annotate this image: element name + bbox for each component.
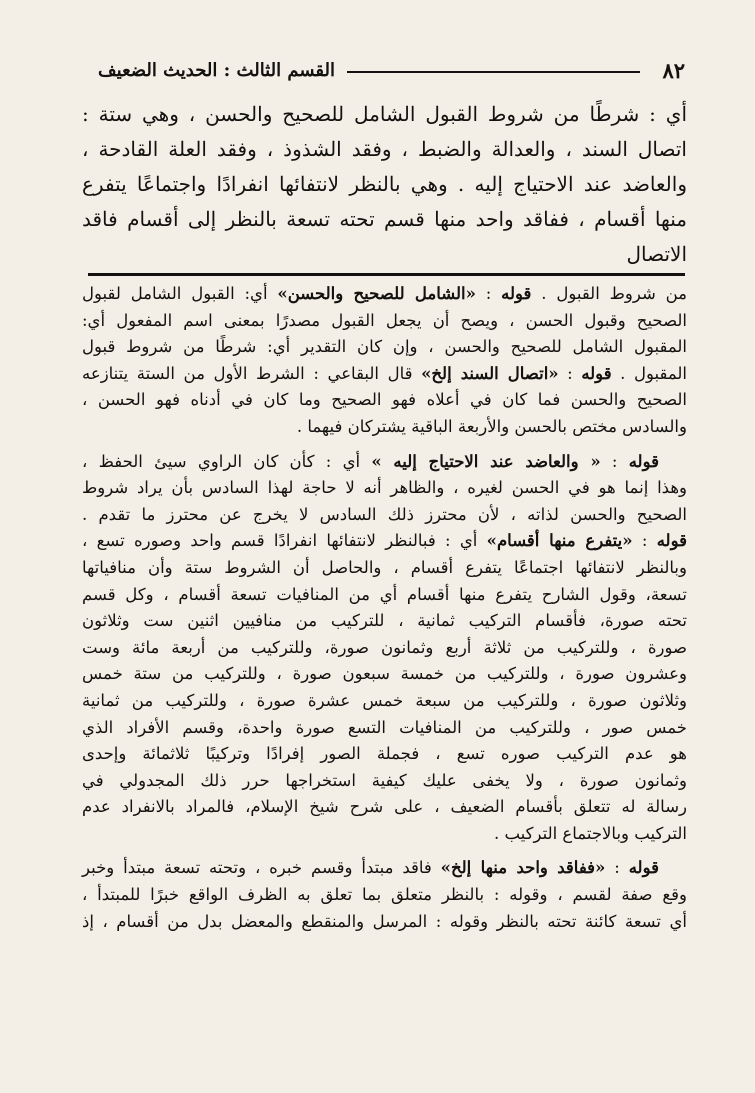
footnote-line: صورة ، وللتركيب من ثلاثة أربع وثمانون صورة، وللتركيب من أربعة مائة وست: [82, 637, 687, 657]
main-line: اتصال السند ، والعدالة والضبط ، وفقد الشذوذ ، وفقد العلة القادحة ،: [82, 137, 687, 161]
footnote-line: التركيب وبالاجتماع التركيب .: [493, 823, 687, 843]
footnote-line: تحته صورة، فأقسام التركيب ثمانية ، للتركيب من منافيين اثنين ست وثلاثون: [82, 611, 687, 631]
footnote-block: [82, 281, 687, 441]
main-line: والعاضد عند الاحتياج إليه . وهي بالنظر لانتفائها انفرادًا واجتماعًا يتفرع: [82, 172, 687, 196]
text-span: أي : كأن كان الراوي سيئ الحفظ ،: [82, 451, 372, 471]
footnote-line: الصحيح وقبول الحسن ، ويصح أن يجعل القبول مصدرًا بمعنى اسم المفعول أي:: [82, 310, 687, 330]
text-span: من شروط القبول .: [531, 284, 687, 303]
footnote-line: والسادس مختص بالحسن والأربعة الباقية يشتركان فيهما .: [296, 416, 687, 436]
page-number: ٨٢: [662, 58, 685, 83]
text-span: :: [605, 858, 629, 878]
quoted-phrase: «اتصال السند إلخ»: [421, 363, 559, 383]
footnote-line: الصحيح والحسن فما كان في أعلاه فهو الصحيح وما كان في أدناه فهو الحسن ،: [82, 390, 687, 410]
text-span: قال البقاعي : الشرط الأول من الستة يتنازعه: [82, 363, 422, 383]
footnote-line: وبالنظر لانتفائها اجتماعًا يتفرع أقسام ، والحاصل أن الشروط ستة وأن منافياتها: [82, 557, 687, 577]
footnote-line: الصحيح والحسن لذاته ، لأن محترز ذلك السادس لا يخرج عن محترز ما تقدم .: [82, 504, 687, 524]
footnote-line: وثلاثون صورة ، وللتركيب من سبعة خمس عشرة صورة ، وللتركيب من ثمانية: [82, 690, 687, 710]
footnote-line: خمس صور ، وللتركيب من المنافيات التسع صورة واحدة، وقسم الأفراد الذي: [82, 717, 687, 737]
footnotes: [82, 281, 687, 943]
keyword: قوله: [628, 858, 659, 878]
quoted-phrase: «يتفرع منها أقسام»: [486, 531, 633, 551]
keyword: قوله: [501, 284, 532, 303]
keyword: قوله: [628, 451, 659, 471]
footnote-line: وعشرون صورة ، وللتركيب من خمسة سبعون صورة ، وللتركيب من ستة خمس: [82, 664, 687, 684]
footnote-line: [82, 855, 687, 882]
text-span: :: [632, 531, 657, 551]
page-header: [85, 58, 685, 84]
footnote-line: أي تسعة كائنة تحته بالنظر وقوله : المرسل والمنقطع والمعضل بدل من أقسام ، إذ: [82, 911, 687, 931]
text-span: أي: القبول الشامل لقبول: [82, 284, 278, 303]
footnote-block: [82, 855, 687, 935]
quoted-phrase: «الشامل للصحيح والحسن»: [277, 284, 476, 303]
footnote-line: [82, 361, 687, 388]
text-span: :: [475, 284, 502, 303]
footnote-line: وثمانون صورة ، ولا يخفى عليك كيفية استخراجها حرر ذلك المجدولي في: [82, 770, 687, 790]
main-line: منها أقسام ، ففاقد واحد منها قسم تحته تسعة بالنظر إلى أقسام فاقد الاتصال: [82, 207, 687, 266]
main-text: [82, 97, 687, 272]
footnote-line: وقع صفة لقسم ، وقوله : بالنظر متعلق بما تعلق به الظرف الواقع خبرًا للمبتدأ ،: [82, 885, 687, 905]
footnote-line: [82, 449, 687, 476]
quoted-phrase: « والعاضد عند الاحتياج إليه »: [371, 451, 601, 471]
text-span: المقبول .: [611, 363, 687, 383]
footnote-separator: [88, 273, 685, 276]
header-rule: [347, 71, 640, 73]
running-title: القسم الثالث : الحديث الضعيف: [98, 60, 335, 81]
footnote-line: [82, 528, 687, 555]
main-line: أي : شرطًا من شروط القبول الشامل للصحيح والحسن ، وهي ستة :: [82, 102, 687, 126]
footnote-line: تسعة، وقول الشارح يتفرع منها أقسام أي من المنافيات تسعة أقسام ، وكل قسم: [82, 584, 687, 604]
footnote-line: هو عدم التركيب صوره تسع ، فجملة الصور إفرادًا وتركيبًا ثلاثمائة وإحدى: [82, 744, 687, 764]
footnote-line: المقبول الشامل للصحيح والحسن ، وإن كان التقدير أي: شرطًا من شروط قبول: [82, 337, 687, 357]
text-span: أي : فبالنظر لانتفائها انفرادًا قسم واحد وصوره تسع ،: [82, 531, 487, 551]
text-span: فاقد مبتدأ وقسم خبره ، وتحته تسعة مبتدأ وخبر: [82, 858, 441, 878]
quoted-phrase: «ففاقد واحد منها إلخ»: [440, 858, 606, 878]
footnote-line: وهذا إنما هو في الحسن لغيره ، والظاهر أنه لا حاجة لهذا السادس بأن يراد شروط: [82, 478, 687, 498]
footnote-line: رسالة له تتعلق بأقسام الضعيف ، على شرح شيخ الإسلام، فالمراد بالانفراد عدم: [82, 797, 687, 817]
text-span: :: [558, 363, 582, 383]
text-span: :: [600, 451, 629, 471]
keyword: قوله: [656, 531, 687, 551]
keyword: قوله: [581, 363, 612, 383]
footnote-line: [82, 281, 687, 308]
footnote-block: [82, 449, 687, 848]
